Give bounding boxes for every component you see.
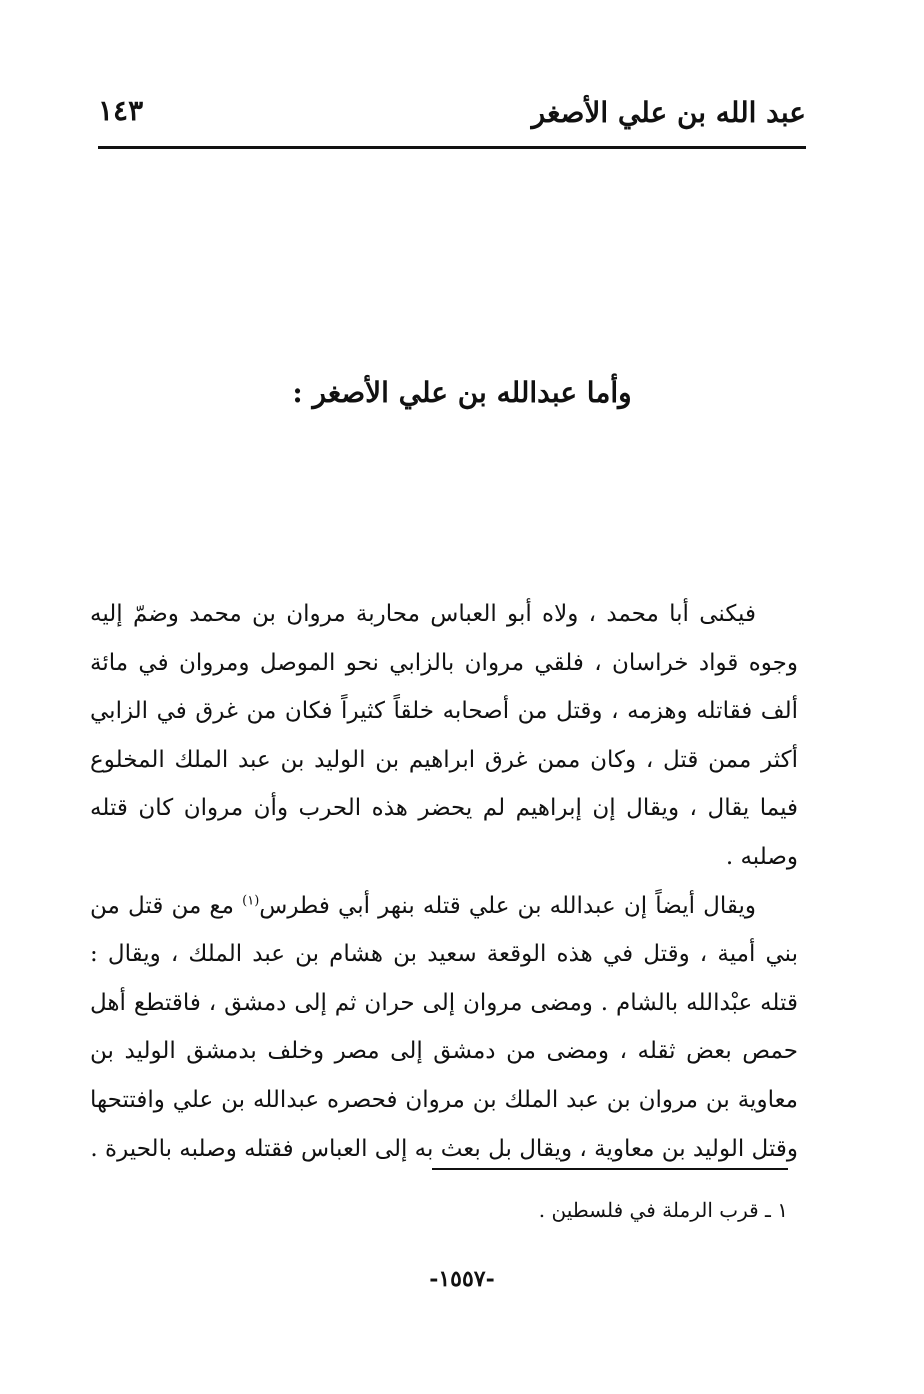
running-header-page-number: ١٤٣ — [98, 94, 144, 127]
page-folio-number: -١٥٥٧- — [429, 1266, 495, 1292]
body-text — [90, 590, 798, 1173]
footnote-1: ١ ـ قرب الرملة في فلسطين . — [538, 1198, 788, 1222]
paragraph-2 — [90, 882, 798, 1174]
paragraph-1: فيكنى أبا محمد ، ولاه أبو العباس محاربة مروان بن محمد وضمّ إليه وجوه قواد خراسان ، فلقي مروان بالزابي نحو الموصل ومروان في مائة ألف فقاتله وهزمه ، وقتل من أصحابه خلقاً كثيراً فكان من غرق في الزابي أكثر ممن قتل ، وكان ممن غرق ابراهيم بن الوليد بن عبد الملك المخلوع فيما يقال ، ويقال إن إبراهيم لم يحضر هذه الحرب وأن مروان كان قتله وصلبه . — [90, 601, 798, 870]
header-divider — [98, 146, 806, 149]
footnote-divider — [432, 1168, 788, 1170]
paragraph-2-after-note: مع من قتل من بني أمية ، وقتل في هذه الوقعة سعيد بن هشام بن عبد الملك ، ويقال : قتله عبْدالله بالشام . ومضى مروان إلى حران ثم إلى دمشق ، فاقتطع أهل حمص بعض ثقله ، ومضى من دمشق إلى مصر وخلف بدمشق الوليد بن معاوية بن مروان بن عبد الملك بن مروان فحصره عبدالله بن علي وافتتحها وقتل الوليد بن معاوية ، ويقال بل بعث به إلى العباس فقتله وصلبه بالحيرة . — [90, 892, 798, 1162]
running-header — [98, 92, 806, 148]
paragraph-2-before-note: ويقال أيضاً إن عبدالله بن علي قتله بنهر أبي فطرس — [259, 892, 756, 919]
running-header-title: عبد الله بن علي الأصغر — [531, 96, 806, 129]
section-heading: وأما عبدالله بن علي الأصغر : — [292, 376, 632, 409]
footnote-marker[interactable]: (١) — [242, 892, 260, 908]
